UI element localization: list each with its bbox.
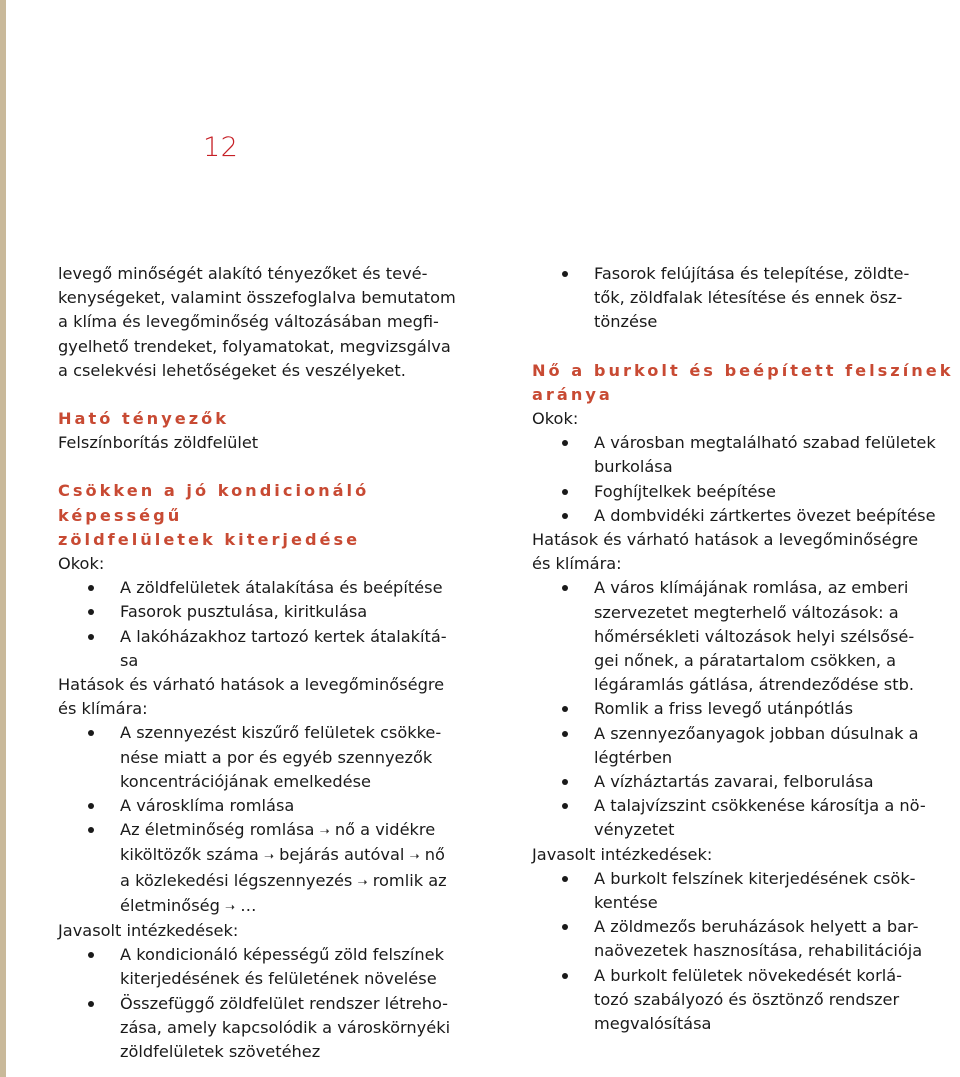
- text-line: Nő a burkolt és beépített felszínek: [532, 360, 954, 380]
- text-line: naövezetek hasznosítása, rehabilitációja: [594, 941, 923, 961]
- text-line: sa: [120, 650, 139, 670]
- text-line: levegő minőségét alakító tényezőket és tevé-: [58, 264, 428, 283]
- list-item: [532, 867, 955, 915]
- text-line: kenységeket, valamint összefoglalva bemutatom: [58, 288, 456, 308]
- text-line: tozó szabályozó és ösztönző rendszer: [594, 989, 900, 1009]
- okok-label: Okok:: [58, 554, 105, 574]
- list-item: [58, 600, 480, 624]
- list-item: [58, 943, 480, 991]
- text-line: tönzése: [594, 312, 658, 332]
- right-column: [532, 262, 955, 1036]
- list-item: [58, 625, 480, 673]
- text-line: A zöldmezős beruházások helyett a bar-: [594, 917, 919, 937]
- okok-label: Okok:: [532, 409, 579, 429]
- text-line: A szennyezőanyagok jobban dúsulnak a: [594, 723, 919, 743]
- text-line: gyelhető trendeket, folyamatokat, megvizsgálva: [58, 336, 451, 356]
- list-item: [58, 794, 480, 818]
- chain-list: [58, 818, 480, 919]
- text-line: A városklíma romlása: [120, 796, 295, 816]
- text-line: zöldfelületek szövetéhez: [120, 1042, 321, 1062]
- page-number: 12: [203, 132, 239, 163]
- text-line: A város klímájának romlása, az emberi: [594, 578, 909, 598]
- intro-paragraph: [58, 262, 480, 383]
- text-line: hőmérsékleti változások helyi szélsősé-: [594, 626, 915, 646]
- text-line: Romlik a friss levegő utánpótlás: [594, 699, 854, 719]
- text-line: A szennyezést kiszűrő felületek csökke-: [120, 723, 442, 743]
- text-line: A burkolt felületek növekedését korlá-: [594, 965, 902, 985]
- list-item: [532, 794, 955, 842]
- text-line: a cselekvési lehetőségeket és veszélyeket.: [58, 360, 406, 380]
- subheading-felszinboritas: Felszínborítás zöldfelület: [58, 433, 259, 453]
- text-line: burkolása: [594, 457, 673, 477]
- text-line: és klímára:: [58, 699, 148, 719]
- top-list: [532, 262, 955, 335]
- text-line: zöldfelületek kiterjedése: [58, 529, 361, 549]
- text-line: megvalósítása: [594, 1014, 712, 1034]
- heading-csokken-zoldfeluletek: [58, 479, 480, 552]
- text-line: Csökken a jó kondicionáló képességű: [58, 481, 370, 525]
- text-line: aránya: [532, 384, 613, 404]
- text-line: szervezetet megterhelő változások: a: [594, 602, 899, 622]
- text-line: a klíma és levegőminőség változásában megfi-: [58, 312, 439, 332]
- text-line: vényzetet: [594, 820, 675, 840]
- text-line: Fasorok felújítása és telepítése, zöldte-: [594, 264, 910, 283]
- list-item: [58, 992, 480, 1065]
- hatasok-list: [58, 721, 480, 818]
- hatasok-label: [58, 673, 480, 721]
- text-line: A burkolt felszínek kiterjedésének csök-: [594, 868, 916, 888]
- text-line: A vízháztartás zavarai, felborulása: [594, 772, 874, 792]
- javasolt-label: Javasolt intézkedések:: [58, 921, 239, 941]
- page-edge: [0, 0, 6, 1077]
- list-item: [58, 576, 480, 600]
- text-line: A városban megtalálható szabad felületek: [594, 433, 936, 453]
- text-line: és klímára:: [532, 554, 622, 574]
- list-item-chain: Az életminőség romlása ➝ nő a vidékre kiköltözők száma ➝ bejárás autóval ➝ nő a közlekedési légszennyezés ➝ romlik az életminőség ➝ …: [58, 818, 480, 919]
- heading-hato-tenyezok: Ható tényezők: [58, 409, 230, 429]
- arrow-right-icon: ➝: [319, 824, 330, 839]
- list-item: [532, 915, 955, 963]
- left-column: [58, 262, 480, 1064]
- javasolt-label: Javasolt intézkedések:: [532, 844, 713, 864]
- text-line: koncentrációjának emelkedése: [120, 771, 371, 791]
- hatasok-list: [532, 576, 955, 842]
- text-line: A lakóházakhoz tartozó kertek átalakítá-: [120, 626, 447, 646]
- list-item: [532, 262, 955, 335]
- list-item: [532, 480, 955, 504]
- text-line: Hatások és várható hatások a levegőminőségre: [532, 530, 919, 550]
- list-item: [532, 722, 955, 770]
- text-line: gei nőnek, a páratartalom csökken, a: [594, 651, 897, 671]
- text-line: A kondicionáló képességű zöld felszínek: [120, 945, 444, 965]
- list-item: [532, 770, 955, 794]
- javasolt-list: [532, 867, 955, 1036]
- text-line: Összefüggő zöldfelület rendszer létreho-: [120, 993, 449, 1013]
- text-line: tők, zöldfalak létesítése és ennek ösz-: [594, 288, 903, 308]
- list-item: [532, 964, 955, 1037]
- okok-list: [532, 431, 955, 528]
- arrow-right-icon: ➝: [263, 849, 274, 864]
- text-line: zása, amely kapcsolódik a városkörnyéki: [120, 1017, 451, 1037]
- javasolt-list: [58, 943, 480, 1064]
- list-item: [532, 431, 955, 479]
- text-line: Foghíjtelkek beépítése: [594, 481, 776, 501]
- text-line: Fasorok pusztulása, kiritkulása: [120, 602, 368, 622]
- list-item: [532, 697, 955, 721]
- arrow-right-icon: ➝: [409, 849, 420, 864]
- text-line: A zöldfelületek átalakítása és beépítése: [120, 578, 443, 598]
- arrow-right-icon: ➝: [225, 899, 236, 914]
- text-line: nése miatt a por és egyéb szennyezők: [120, 747, 433, 767]
- text-line: kentése: [594, 893, 658, 913]
- text-line: kiterjedésének és felületének növelése: [120, 969, 437, 989]
- text-line: A dombvidéki zártkertes övezet beépítése: [594, 505, 936, 525]
- list-item: [532, 576, 955, 697]
- arrow-right-icon: ➝: [357, 874, 368, 889]
- hatasok-label: [532, 528, 955, 576]
- text-line: légtérben: [594, 747, 673, 767]
- text-line: A talajvízszint csökkenése károsítja a nö-: [594, 796, 926, 816]
- text-line: légáramlás gátlása, átrendeződése stb.: [594, 675, 914, 695]
- list-item: [532, 504, 955, 528]
- heading-burkolt-felszinek: [532, 359, 955, 407]
- list-item: [58, 721, 480, 794]
- okok-list: [58, 576, 480, 673]
- text-line: Hatások és várható hatások a levegőminőségre: [58, 675, 445, 695]
